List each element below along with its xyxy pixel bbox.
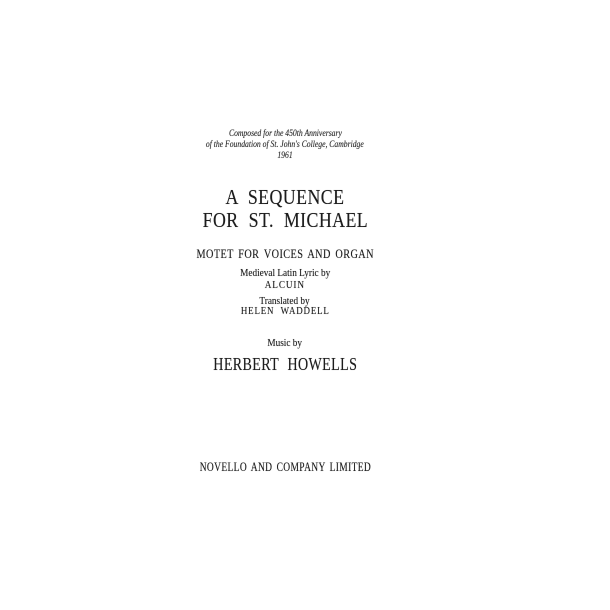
publisher-imprint-text: NOVELLO AND COMPANY LIMITED [199,459,371,474]
translator-name-text: HELEN WADDELL [240,306,330,317]
composer-name-text: HERBERT HOWELLS [213,354,357,374]
translator-credit-label-text: Translated by [259,296,311,307]
dedication-year-text: 1961 [277,150,293,160]
dedication-line-2 [0,139,570,150]
work-subtitle-text: MOTET FOR VOICES AND ORGAN [196,247,374,261]
work-subtitle [0,247,570,262]
composer-name [0,354,570,375]
composer-credit-label [0,338,570,349]
lyric-credit-label [0,268,570,279]
dedication-line-2-text: of the Foundation of St. John's College, Cambridge [206,139,364,149]
dedication-line-1-text: Composed for the 450th Anniversary [228,128,342,138]
lyric-author-name [0,280,570,291]
composer-credit-label-text: Music by [267,338,303,349]
work-title-line-2-text: FOR ST. MICHAEL [202,208,368,232]
dedication-year [0,150,570,161]
lyric-author-name-text: ALCUIN [264,280,306,291]
work-title-line-1-text: A SEQUENCE [225,185,345,209]
lyric-credit-label-text: Medieval Latin Lyric by [239,268,331,279]
publisher-imprint [0,459,570,475]
work-title-line-1 [0,186,570,209]
work-title-line-2 [0,209,570,232]
translator-name [0,306,570,317]
dedication-line-1 [0,128,570,139]
